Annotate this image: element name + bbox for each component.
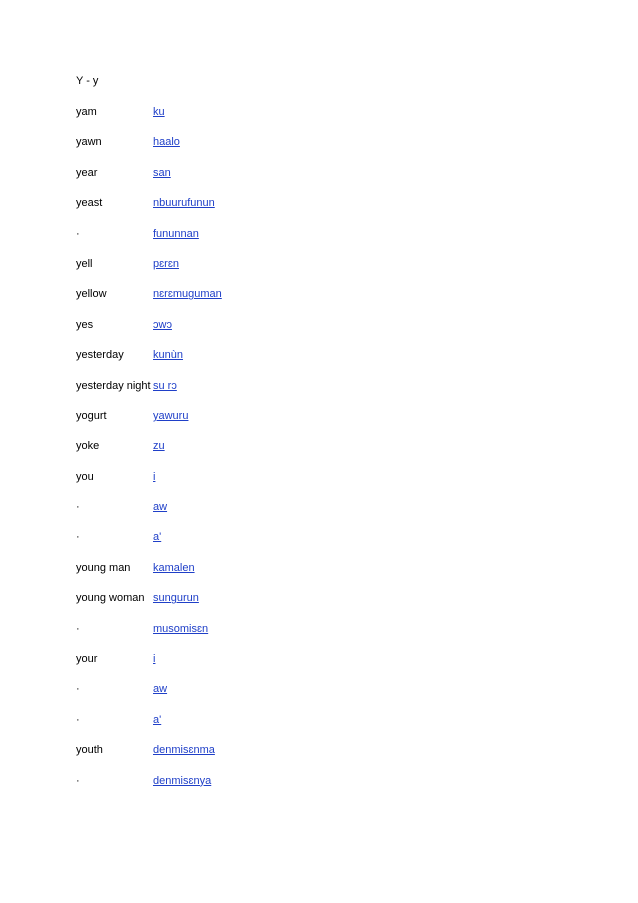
- translation-link[interactable]: aw: [153, 683, 168, 696]
- glossary-row: [76, 470, 556, 500]
- translation-link[interactable]: yawuru: [153, 409, 189, 422]
- glossary-row: [76, 379, 556, 409]
- english-term: you: [76, 470, 94, 483]
- english-term: ·: [76, 683, 80, 696]
- translation-link[interactable]: zu: [153, 440, 165, 453]
- translation-link[interactable]: ɔwɔ: [153, 318, 172, 331]
- translation-link[interactable]: aw: [153, 501, 168, 514]
- english-term: young man: [76, 561, 131, 574]
- glossary-row: [76, 561, 556, 591]
- glossary-row: [76, 500, 556, 530]
- english-term: yesterday night: [76, 379, 151, 392]
- glossary-row: [76, 652, 556, 682]
- english-term: yam: [76, 106, 97, 118]
- translation-link[interactable]: su rɔ: [153, 379, 177, 392]
- section-heading: Y - y: [76, 75, 99, 87]
- translation-link[interactable]: i: [153, 653, 156, 666]
- glossary-row: [76, 682, 556, 712]
- english-term: yoke: [76, 440, 100, 453]
- english-term: yes: [76, 318, 94, 331]
- english-term: your: [76, 653, 98, 666]
- translation-link[interactable]: denmisɛnya: [153, 774, 212, 787]
- translation-link[interactable]: san: [153, 166, 171, 179]
- translation-link[interactable]: denmisɛnma: [153, 744, 215, 757]
- english-term: ·: [76, 622, 80, 635]
- translation-link[interactable]: nɛrɛmuguman: [153, 288, 222, 301]
- translation-link[interactable]: haalo: [153, 136, 180, 149]
- english-term: yellow: [76, 288, 107, 301]
- english-term: yeast: [76, 197, 103, 210]
- glossary-row: [76, 774, 556, 804]
- english-term: ·: [76, 774, 80, 787]
- english-term: yawn: [76, 136, 102, 149]
- glossary-list: [76, 105, 556, 804]
- glossary-row: [76, 743, 556, 773]
- glossary-row: [76, 227, 556, 257]
- glossary-row: [76, 287, 556, 317]
- glossary-row: [76, 318, 556, 348]
- translation-link[interactable]: fununnan: [153, 227, 199, 240]
- translation-link[interactable]: a': [153, 531, 162, 544]
- glossary-row: [76, 257, 556, 287]
- glossary-row: [76, 135, 556, 165]
- english-term: yell: [76, 257, 93, 270]
- translation-link[interactable]: i: [153, 470, 156, 483]
- glossary-row: [76, 166, 556, 196]
- translation-link[interactable]: ku: [153, 106, 165, 118]
- english-term: yesterday: [76, 349, 124, 362]
- english-term: ·: [76, 227, 80, 240]
- translation-link[interactable]: sungurun: [153, 592, 199, 605]
- glossary-row: [76, 439, 556, 469]
- glossary-row: [76, 409, 556, 439]
- translation-link[interactable]: kunùn: [153, 349, 183, 362]
- translation-link[interactable]: musomisɛn: [153, 622, 209, 635]
- glossary-row: [76, 591, 556, 621]
- english-term: ·: [76, 531, 80, 544]
- glossary-row: [76, 196, 556, 226]
- english-term: young woman: [76, 592, 145, 605]
- glossary-row: [76, 105, 556, 135]
- english-term: ·: [76, 713, 80, 726]
- glossary-row: [76, 530, 556, 560]
- glossary-row: [76, 713, 556, 743]
- english-term: year: [76, 166, 98, 179]
- translation-link[interactable]: pɛrɛn: [153, 257, 179, 270]
- translation-link[interactable]: a': [153, 713, 162, 726]
- translation-link[interactable]: kamalen: [153, 561, 195, 574]
- glossary-row: [76, 348, 556, 378]
- translation-link[interactable]: nbuurufunun: [153, 197, 215, 210]
- english-term: youth: [76, 744, 103, 757]
- english-term: ·: [76, 501, 80, 514]
- glossary-row: [76, 622, 556, 652]
- english-term: yogurt: [76, 409, 107, 422]
